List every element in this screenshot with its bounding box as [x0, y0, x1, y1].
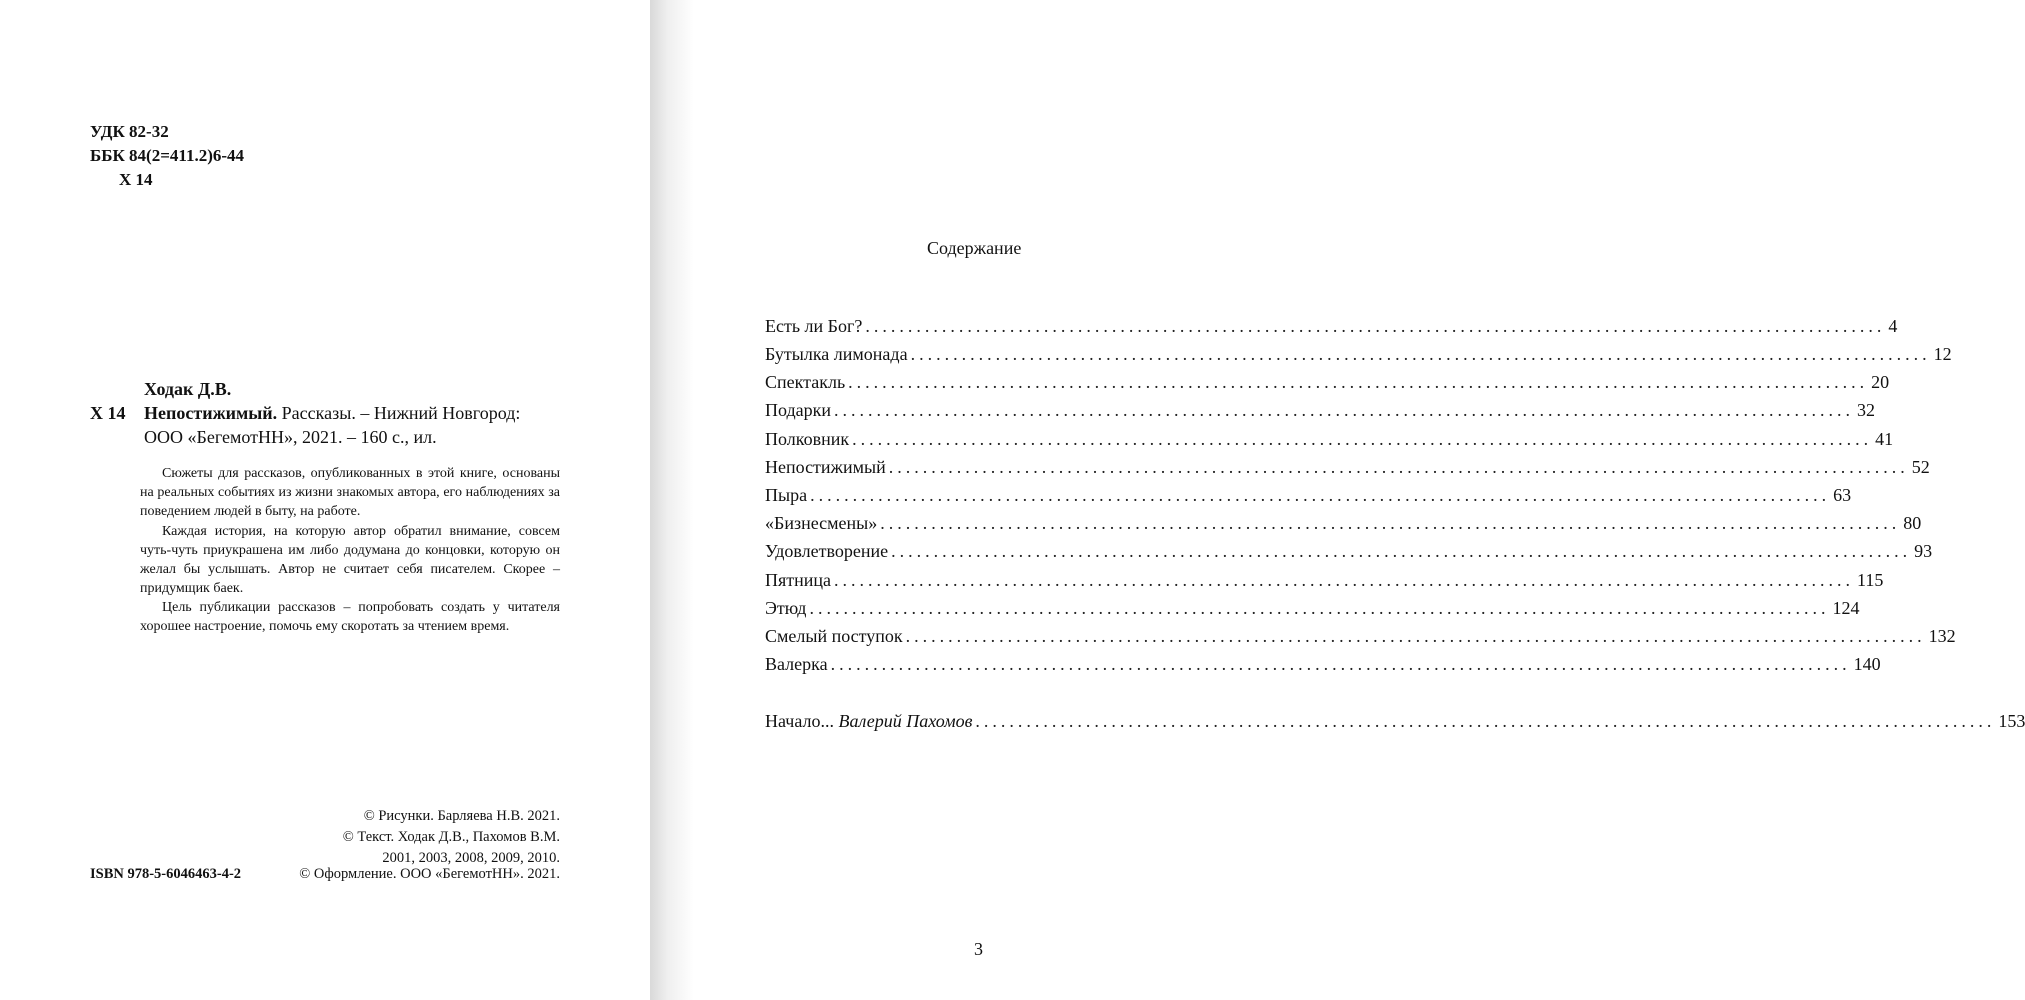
toc-entry-title: Полковник: [765, 429, 850, 449]
toc-entry: [765, 623, 1956, 649]
toc-entry-page: 132: [1928, 626, 1956, 646]
toc-entry-page: 52: [1911, 457, 1930, 477]
toc-final-entry: [765, 708, 2025, 734]
toc-entry-page: 32: [1857, 400, 1876, 420]
toc-leader: ........................................................................................................................: [905, 626, 1926, 646]
toc-entry-page: 93: [1914, 541, 1933, 561]
toc-entry-page: 63: [1833, 485, 1852, 505]
toc-leader: ........................................................................................................................: [975, 711, 1996, 731]
annotation-paragraph: Цель публикации рассказов – попробовать создать у читателя хорошее настроение, помочь ему скоротать за чтением время.: [140, 600, 560, 634]
toc-entry-page: 140: [1853, 654, 1881, 674]
copyright-text: © Текст. Ходак Д.В., Пахомов В.М.: [342, 829, 560, 845]
toc-entry-title: Подарки: [765, 400, 832, 420]
toc-entry-title: Этюд: [765, 598, 807, 618]
imprint-line-1: [144, 401, 520, 425]
toc-title: Содержание: [927, 238, 1022, 258]
toc-entry-title: Бутылка лимонада: [765, 344, 908, 364]
toc-entry: [765, 538, 1933, 564]
toc-leader: ........................................................................................................................: [810, 485, 1831, 505]
toc-entry-page: 80: [1903, 513, 1922, 533]
toc-entry-title: Удовлетворение: [765, 541, 889, 561]
toc-entry: [765, 313, 1898, 339]
toc-leader: ........................................................................................................................: [834, 570, 1855, 590]
toc-leader: ........................................................................................................................: [865, 316, 1886, 336]
toc-leader: ........................................................................................................................: [852, 429, 1873, 449]
imprint-line-2: ООО «БегемотНН», 2021. – 160 с., ил.: [144, 427, 437, 447]
entry-sign: Х 14: [90, 403, 126, 423]
bbk-code: ББК 84(2=411.2)6-44: [90, 146, 245, 165]
toc-entry-page: 20: [1871, 372, 1890, 392]
toc-entry-title: Есть ли Бог?: [765, 316, 863, 336]
toc-entry-page: 4: [1888, 316, 1898, 336]
toc-entry: [765, 369, 1890, 395]
toc-entry: [765, 651, 1881, 677]
toc-entry: [765, 397, 1876, 423]
toc-leader: ........................................................................................................................: [834, 400, 1855, 420]
toc-entry-title: Непостижимый: [765, 457, 886, 477]
toc-leader: ........................................................................................................................: [880, 513, 1901, 533]
toc-leader: ........................................................................................................................: [809, 598, 1830, 618]
toc-entry-title: [765, 708, 972, 734]
toc-leader: ........................................................................................................................: [888, 457, 1909, 477]
author-name: Ходак Д.В.: [144, 379, 232, 399]
udk-code: УДК 82-32: [90, 122, 169, 141]
copyright-design: © Оформление. ООО «БегемотНН». 2021.: [299, 866, 560, 882]
toc-entry-title: «Бизнесмены»: [765, 513, 878, 533]
toc-entry-title: Спектакль: [765, 372, 846, 392]
toc-entry-title: Пятница: [765, 570, 832, 590]
isbn: ISBN 978-5-6046463-4-2: [90, 866, 242, 882]
toc-entry: [765, 510, 1922, 536]
toc-entry: [765, 454, 1930, 480]
page-number: 3: [974, 939, 983, 959]
toc-entry-page: 124: [1832, 598, 1860, 618]
toc-entry-page: 115: [1857, 570, 1884, 590]
book-gutter: [650, 0, 694, 1000]
annotation-paragraph: Каждая история, на которую автор обратил внимание, совсем чуть-чуть приукрашена им либо додумана до концовки, которую он желал бы услышать. Автор не считает себя писателем. Скорее – придумщик баек.: [140, 524, 560, 596]
toc-entry: [765, 341, 1952, 367]
toc-leader: ........................................................................................................................: [891, 541, 1912, 561]
toc-entry-page: 153: [1998, 711, 2025, 731]
final-entry-author: Валерий Пахомов: [838, 711, 973, 731]
toc-entry-page: 12: [1933, 344, 1952, 364]
annotation-paragraph: Сюжеты для рассказов, опубликованных в этой книге, основаны на реальных событиях из жизни знакомых автора, его наблюдениях за поведением людей в быту, на работе.: [140, 466, 560, 519]
toc-leader: ........................................................................................................................: [910, 344, 1931, 364]
toc-entry-page: 41: [1875, 429, 1894, 449]
toc-leader: ........................................................................................................................: [830, 654, 1851, 674]
copyright-illustrations: © Рисунки. Барляева Н.В. 2021.: [363, 808, 560, 824]
toc-entry: [765, 595, 1860, 621]
toc-entry-title: Смелый поступок: [765, 626, 903, 646]
final-entry-title: Начало...: [765, 711, 834, 731]
author-sign: Х 14: [119, 170, 153, 189]
book-title: Непостижимый.: [144, 403, 278, 423]
toc-entry: [765, 426, 1894, 452]
toc-entry-title: Валерка: [765, 654, 828, 674]
toc-entry: [765, 567, 1884, 593]
imprint-details: Рассказы. – Нижний Новгород:: [277, 403, 521, 423]
toc-entry: [765, 482, 1852, 508]
toc-entry-title: Пыра: [765, 485, 808, 505]
copyright-years: 2001, 2003, 2008, 2009, 2010.: [382, 850, 560, 866]
toc-leader: ........................................................................................................................: [848, 372, 1869, 392]
